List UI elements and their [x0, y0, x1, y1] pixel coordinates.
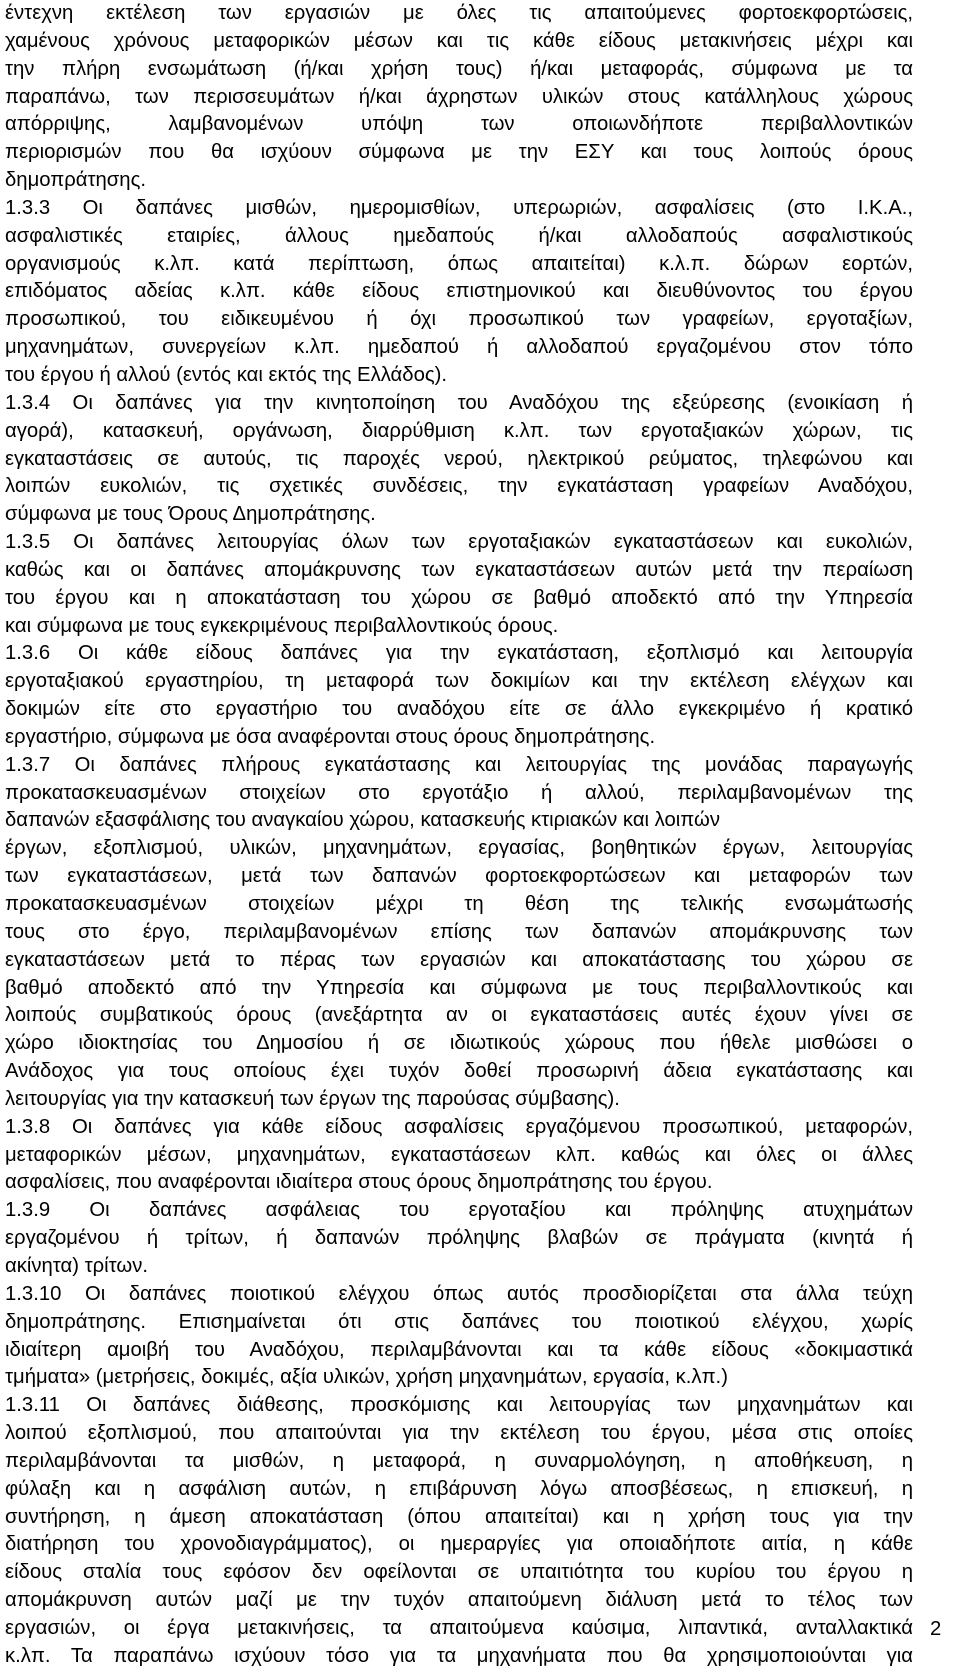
text-line: 1.3.7 Οι δαπάνες πλήρους εγκατάστασης και λειτουργίας της μονάδας παραγωγής [5, 753, 913, 776]
text-line: εργαστήριο, σύμφωνα με όσα αναφέρονται στους όρους δημοπράτησης. [5, 725, 656, 748]
text-line: ασφαλίσεις, που αναφέρονται ιδιαίτερα στους όρους δημοπράτησης του έργου. [5, 1171, 713, 1194]
text-line: εργαζομένου ή τρίτων, ή δαπανών πρόληψης βλαβών σε πράγματα (κινητά ή [5, 1227, 913, 1250]
text-line: διατήρηση του χρονοδιαγράμματος), οι ημεραργίες για οποιαδήποτε αιτία, η κάθε [5, 1533, 913, 1556]
text-line: φύλαξη και η ασφάλιση αυτών, η επιβάρυνση λόγω αποσβέσεως, η επισκευή, η [5, 1477, 913, 1500]
text-line: των εγκαταστάσεων, μετά των δαπανών φορτοεκφορτώσεων και μεταφορών των [5, 865, 913, 888]
text-line: μηχανημάτων, συνεργείων κ.λπ. ημεδαπού ή αλλοδαπού εργαζομένου στον τόπο [5, 336, 913, 359]
text-line: προσωπικού, του ειδικευμένου ή όχι προσωπικού των γραφείων, εργοταξίων, [5, 308, 913, 331]
text-line: του έργου και η αποκατάσταση του χώρου σε βαθμό αποδεκτό από την Υπηρεσία [5, 586, 913, 609]
text-line: του έργου ή αλλού (εντός και εκτός της Ελλάδος). [5, 363, 448, 386]
text-line: την πλήρη ενσωμάτωση (ή/και χρήση τους) ή/και μεταφοράς, σύμφωνα με τα [5, 57, 913, 80]
text-line: 1.3.8 Οι δαπάνες για κάθε είδους ασφαλίσεις εργαζόμενου προσωπικού, μεταφορών, [5, 1115, 913, 1138]
text-line: οργανισμούς κ.λπ. κατά περίπτωση, όπως απαιτείται) κ.λ.π. δώρων εορτών, [5, 252, 913, 275]
text-line: Ανάδοχος για τους οποίους έχει τυχόν δοθεί προσωρινή άδεια εγκατάστασης και [5, 1060, 913, 1083]
text-line: λοιπών ευκολιών, τις σχετικές συνδέσεις, την εγκατάσταση γραφείων Αναδόχου, [5, 475, 913, 498]
document-page [5, 0, 913, 1671]
text-line: καθώς και οι δαπάνες απομάκρυνσης των εγκαταστάσεων αυτών μετά την περαίωση [5, 558, 913, 581]
text-line: κ.λπ. Τα παραπάνω ισχύουν τόσο για τα μηχανήματα που θα χρησιμοποιούνται για [5, 1644, 913, 1667]
text-line: βαθμό αποδεκτό από την Υπηρεσία και σύμφωνα με τους περιβαλλοντικούς και [5, 976, 913, 999]
text-line: εργασιών, οι έργα μετακινήσεις, τα απαιτούμενα καύσιμα, λιπαντικά, ανταλλακτικά [5, 1616, 913, 1639]
text-line: 1.3.5 Οι δαπάνες λειτουργίας όλων των εργοταξιακών εγκαταστάσεων και ευκολιών, [5, 531, 913, 554]
text-line: χώρο ιδιοκτησίας του Δημοσίου ή σε ιδιωτικούς χώρους που ήθελε μισθώσει ο [5, 1032, 913, 1055]
text-line: αγορά), κατασκευή, οργάνωση, διαρρύθμιση κ.λπ. των εργοταξιακών χώρων, τις [5, 419, 913, 442]
text-line: έργων, εξοπλισμού, υλικών, μηχανημάτων, εργασίας, βοηθητικών έργων, λειτουργίας [5, 837, 913, 860]
text-line: ακίνητα) τρίτων. [5, 1254, 149, 1277]
text-line: τους στο έργο, περιλαμβανομένων επίσης των δαπανών απομάκρυνσης των [5, 920, 913, 943]
text-line: απομάκρυνση αυτών μαζί με την τυχόν απαιτούμενη διάλυση μετά το τέλος των [5, 1589, 913, 1612]
text-line: έντεχνη εκτέλεση των εργασιών με όλες τις απαιτούμενες φορτοεκφορτώσεις, [5, 2, 913, 24]
text-line: προκατασκευασμένων στοιχείων στο εργοτάξιο ή αλλού, περιλαμβανομένων της [5, 781, 913, 804]
text-line: συντήρηση, η άμεση αποκατάσταση (όπου απαιτείται) και η χρήση τους για την [5, 1505, 913, 1528]
text-line: δοκιμών είτε στο εργαστήριο του αναδόχου είτε σε άλλο εγκεκριμένο ή κρατικό [5, 698, 913, 721]
text-line: εργοταξιακού εργαστηρίου, τη μεταφορά των δοκιμίων και την εκτέλεση ελέγχων και [5, 670, 913, 693]
text-line: 1.3.4 Οι δαπάνες για την κινητοποίηση του Αναδόχου της εξεύρεσης (ενοικίαση ή [5, 391, 913, 414]
text-line: και σύμφωνα με τους εγκεκριμένους περιβαλλοντικούς όρους. [5, 614, 559, 637]
text-line: 1.3.3 Οι δαπάνες μισθών, ημερομισθίων, υπερωριών, ασφαλίσεις (στο Ι.Κ.Α., [5, 196, 913, 219]
text-line: εγκαταστάσεων μετά το πέρας των εργασιών και αποκατάστασης του χώρου σε [5, 948, 913, 971]
text-line: εγκαταστάσεις σε αυτούς, τις παροχές νερού, ηλεκτρικού ρεύματος, τηλεφώνου και [5, 447, 913, 470]
text-line: τμήματα» (μετρήσεις, δοκιμές, αξία υλικών, χρήση μηχανημάτων, εργασία, κ.λπ.) [5, 1366, 728, 1389]
text-line: περιορισμών που θα ισχύουν σύμφωνα με την ΕΣΥ και τους λοιπούς όρους [5, 141, 913, 164]
text-line: μεταφορικών μέσων, μηχανημάτων, εγκαταστάσεων κλπ. καθώς και όλες οι άλλες [5, 1143, 913, 1166]
text-line: 1.3.6 Οι κάθε είδους δαπάνες για την εγκατάσταση, εξοπλισμό και λειτουργία [5, 642, 913, 665]
text-line: 1.3.9 Οι δαπάνες ασφάλειας του εργοταξίου και πρόληψης ατυχημάτων [5, 1199, 913, 1222]
text-line: λοιπούς συμβατικούς όρους (ανεξάρτητα αν οι εγκαταστάσεις αυτές έχουν γίνει σε [5, 1004, 913, 1027]
text-line: απόρριψης, λαμβανομένων υπόψη των οποιωνδήποτε περιβαλλοντικών [5, 113, 913, 136]
text-line: ασφαλιστικές εταιρίες, άλλους ημεδαπούς ή/και αλλοδαπούς ασφαλιστικούς [5, 224, 913, 247]
text-line: λειτουργίας για την κατασκευή των έργων της παρούσας σύμβασης). [5, 1087, 620, 1110]
text-line: είδους σταλία τους εφόσον δεν οφείλονται σε υπαιτιότητα του κυρίου του έργου η [5, 1561, 913, 1584]
text-line: περιλαμβάνονται τα μισθών, η μεταφορά, η συναρμολόγηση, η αποθήκευση, η [5, 1449, 913, 1472]
text-line: λοιπού εξοπλισμού, που απαιτούνται για την εκτέλεση του έργου, μέσα στις οποίες [5, 1422, 913, 1445]
text-line: δημοπράτησης. Επισημαίνεται ότι στις δαπάνες του ποιοτικού ελέγχου, χωρίς [5, 1310, 913, 1333]
text-line: ιδιαίτερη αμοιβή του Αναδόχου, περιλαμβάνονται και τα κάθε είδους «δοκιμαστικά [5, 1338, 913, 1361]
text-line: δαπανών εξασφάλισης του αναγκαίου χώρου, κατασκευής κτιριακών και λοιπών [5, 809, 720, 832]
text-line: δημοπράτησης. [5, 169, 146, 192]
text-line: χαμένους χρόνους μεταφορικών μέσων και τις κάθε είδους μετακινήσεις μέχρι και [5, 29, 913, 52]
text-line: σύμφωνα με τους Όρους Δημοπράτησης. [5, 503, 376, 526]
text-line: 1.3.10 Οι δαπάνες ποιοτικού ελέγχου όπως αυτός προσδιορίζεται στα άλλα τεύχη [5, 1282, 913, 1305]
text-line: 1.3.11 Οι δαπάνες διάθεσης, προσκόμισης και λειτουργίας των μηχανημάτων και [5, 1394, 913, 1417]
text-line: επιδόματος αδείας κ.λπ. κάθε είδους επιστημονικού και διευθύνοντος του έργου [5, 280, 913, 303]
text-line: προκατασκευασμένων στοιχείων μέχρι τη θέση της τελικής ενσωμάτωσής [5, 893, 913, 915]
page-number: 2 [930, 1618, 942, 1640]
text-line: παραπάνω, των περισσευμάτων ή/και άχρηστων υλικών στους κατάλληλους χώρους [5, 85, 913, 108]
